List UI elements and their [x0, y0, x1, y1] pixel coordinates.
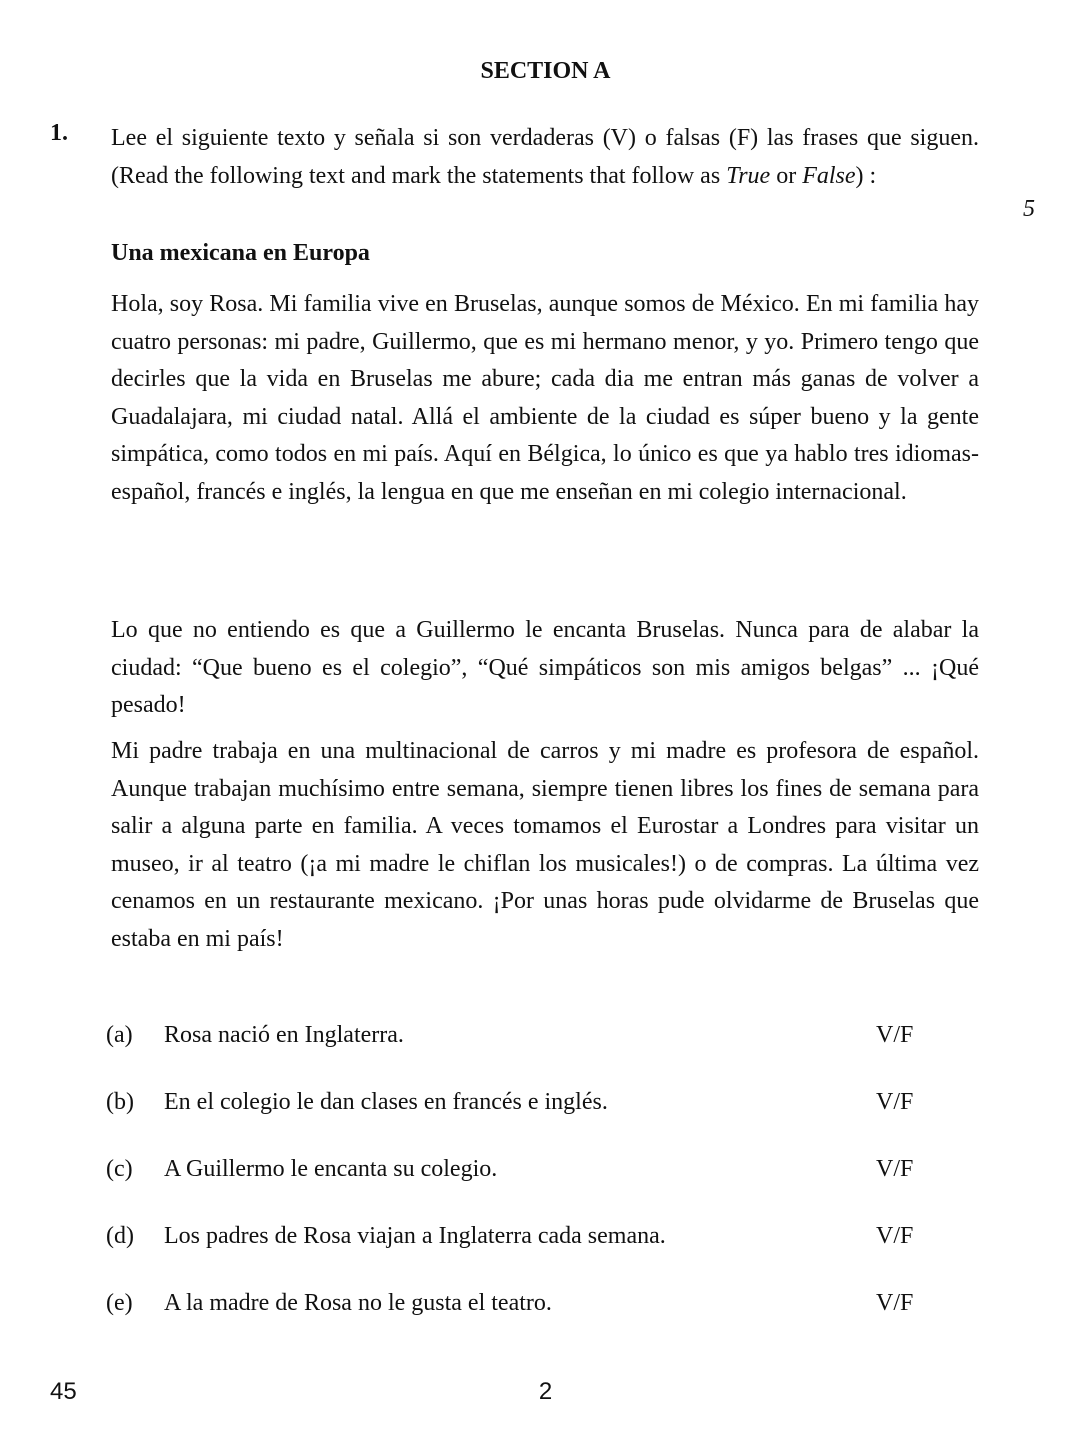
instruction-true: True	[726, 162, 771, 189]
instruction-or: or	[770, 162, 803, 189]
statement-list	[106, 1022, 926, 1357]
footer-page-number: 2	[538, 1378, 553, 1405]
statement-label: (b)	[106, 1089, 134, 1115]
instruction-end: ) :	[855, 162, 877, 189]
statement-label: (d)	[106, 1223, 134, 1249]
statement-text: A Guillermo le encanta su colegio.	[164, 1156, 498, 1182]
passage-title: Una mexicana en Europa	[111, 240, 370, 266]
statement-d	[106, 1223, 926, 1290]
statement-label: (e)	[106, 1290, 133, 1316]
statement-label: (a)	[106, 1022, 133, 1048]
statement-text: Rosa nació en Inglaterra.	[164, 1022, 404, 1048]
statement-label: (c)	[106, 1156, 133, 1182]
question-marks: 5	[1023, 196, 1035, 222]
footer-paper-code: 45	[50, 1378, 77, 1405]
passage-paragraph-3: Mi padre trabaja en una multinacional de carros y mi madre es profesora de español. Aunque trabajan muchísimo entre semana, siempre tienen libres los fines de semana para salir a alguna parte en familia. A veces tomamos el Eurostar a Londres para visitar un museo, ir al teatro (¡a mi madre le chiflan los musicales!) o de compras. La última vez cenamos en un restaurante mexicano. ¡Por unas horas pude olvidarme de Bruselas que estaba en mi país!	[111, 738, 979, 952]
question-instruction	[111, 120, 979, 195]
question-number: 1.	[50, 120, 68, 146]
statement-text: Los padres de Rosa viajan a Inglaterra cada semana.	[164, 1223, 666, 1249]
passage-paragraph-2: Lo que no entiendo es que a Guillermo le encanta Bruselas. Nunca para de alabar la ciudad: “Que bueno es el colegio”, “Qué simpáticos son mis amigos belgas” ... ¡Qué pesado!	[111, 617, 979, 718]
statement-answer: V/F	[876, 1290, 914, 1316]
statement-answer: V/F	[876, 1089, 914, 1115]
statement-answer: V/F	[876, 1022, 914, 1048]
statement-text: En el colegio le dan clases en francés e inglés.	[164, 1089, 608, 1115]
statement-c	[106, 1156, 926, 1223]
section-title: SECTION A	[480, 58, 611, 84]
statement-e	[106, 1290, 926, 1357]
statement-a	[106, 1022, 926, 1089]
instruction-false: False	[802, 162, 856, 189]
instruction-text: Lee el siguiente texto y señala si son verdaderas (V) o falsas (F) las frases que siguen. (Read the following text and mark the statements that follow as	[111, 125, 979, 189]
statement-answer: V/F	[876, 1156, 914, 1182]
statement-answer: V/F	[876, 1223, 914, 1249]
statement-b	[106, 1089, 926, 1156]
passage-paragraph-1: Hola, soy Rosa. Mi familia vive en Bruselas, aunque somos de México. En mi familia hay cuatro personas: mi padre, Guillermo, que es mi hermano menor, y yo. Primero tengo que decirles que la vida en Bruselas me abure; cada dia me entran más ganas de volver a Guadalajara, mi ciudad natal. Allá el ambiente de la ciudad es súper bueno y la gente simpática, como todos en mi país. Aquí en Bélgica, lo único es que ya hablo tres idiomas-español, francés e inglés, la lengua en que me enseñan en mi colegio internacional.	[111, 291, 979, 505]
statement-text: A la madre de Rosa no le gusta el teatro.	[164, 1290, 552, 1316]
